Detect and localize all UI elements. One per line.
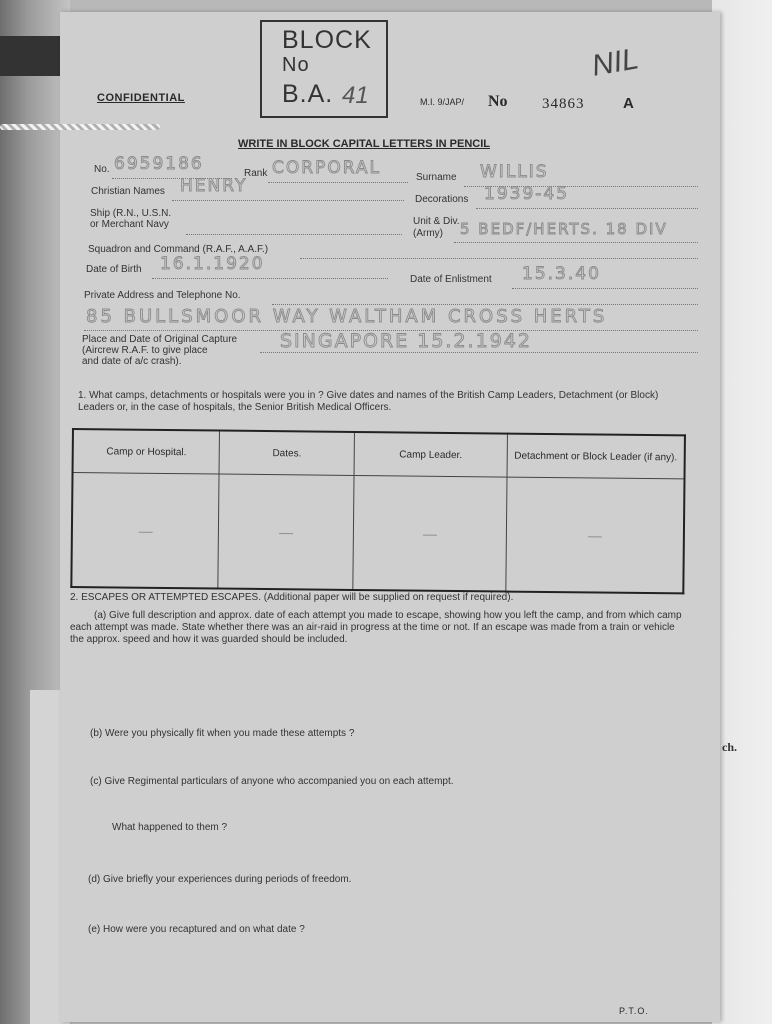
col-camp-leader: Camp Leader. (354, 432, 507, 477)
pto-label: P.T.O. (619, 1006, 649, 1016)
question-2e: (e) How were you recaptured and on what date ? (88, 924, 305, 935)
capture-label: Place and Date of Original Capture (82, 334, 238, 345)
form-reference: M.I. 9/JAP/ (420, 97, 465, 107)
unit-label: Unit & Div. (413, 216, 460, 227)
surname-value: WILLIS (480, 162, 549, 182)
ship-label: Ship (R.N., U.S.N. (90, 208, 172, 219)
rank-label: Rank (244, 168, 268, 179)
col-camp-or-hospital: Camp or Hospital. (73, 429, 220, 474)
squadron-label: Squadron and Command (R.A.F., A.A.F.) (88, 244, 269, 255)
address-value: 85 BULLSMOOR WAY WALTHAM CROSS HERTS (86, 306, 608, 327)
question-2c: (c) Give Regimental particulars of anyone who accompanied you on each attempt. (90, 776, 454, 787)
question-1: 1. What camps, detachments or hospitals were you in ? Give dates and names of the British Camp Leaders, Detachment (or Block) Leaders or, in the case of hospitals, the Senior British Medical Officers. (78, 390, 659, 413)
question-2b: (b) Were you physically fit when you made these attempts ? (90, 728, 355, 739)
cell-leader: — (353, 475, 507, 591)
capture-label-2: (Aircrew R.A.F. to give place (82, 345, 208, 356)
surname-label: Surname (416, 172, 457, 183)
no-label: No. (94, 164, 110, 175)
dob-label: Date of Birth (86, 264, 142, 275)
no-value: 6959186 (114, 154, 204, 174)
edge-text: ch. (722, 740, 737, 754)
cell-detachment: — (506, 477, 685, 593)
confidential-label: CONFIDENTIAL (97, 92, 185, 104)
enlistment-value: 15.3.40 (522, 264, 601, 284)
rank-value: CORPORAL (272, 158, 381, 178)
unit-value: 5 BEDF/HERTS. 18 DIV (460, 220, 668, 238)
cell-camp: — (71, 473, 219, 589)
table-row (71, 473, 684, 594)
decorations-value: 1939-45 (484, 184, 570, 204)
christian-names-value: HENRY (180, 176, 248, 196)
question-2c-followup: What happened to them ? (112, 822, 228, 833)
stamp-ba: B.A. (282, 80, 334, 108)
question-2d: (d) Give briefly your experiences during periods of freedom. (88, 874, 352, 885)
capture-label-3: and date of a/c crash). (82, 356, 182, 367)
stamp-handwritten-number: 41 (342, 82, 369, 109)
address-label: Private Address and Telephone No. (84, 290, 241, 301)
unit-label-2: (Army) (413, 228, 443, 239)
col-detachment-leader: Detachment or Block Leader (if any). (507, 434, 685, 479)
serial-number: 34863 (542, 96, 585, 112)
form-sheet (60, 12, 720, 1022)
ship-label-2: or Merchant Navy (90, 219, 169, 230)
decorations-label: Decorations (415, 194, 469, 205)
serial-suffix: A (623, 95, 634, 112)
binding-string (0, 124, 160, 130)
christian-names-label: Christian Names (91, 186, 165, 197)
binder-strip (0, 36, 66, 76)
enlistment-label: Date of Enlistment (410, 274, 492, 285)
stamp-block: BLOCK (282, 26, 372, 54)
col-dates: Dates. (219, 431, 354, 476)
stamp-no: No (282, 54, 310, 76)
cell-dates: — (218, 474, 354, 590)
instruction-heading: WRITE IN BLOCK CAPITAL LETTERS IN PENCIL (238, 138, 490, 150)
nil-mark: NIL (589, 42, 642, 83)
section-2-title: 2. ESCAPES OR ATTEMPTED ESCAPES. (Additional paper will be supplied on request if required). (70, 592, 514, 603)
capture-value: SINGAPORE 15.2.1942 (280, 330, 532, 352)
page-background-right (712, 0, 772, 1024)
question-2a: (a) Give full description and approx. date of each attempt you made to escape, showing how you left the camp, and from which camp each attempt was made. State whether there was an air-raid in progress at the time or not. If an escape was made from a train or vehicle the approx. speed and how it was guarded should be included. (70, 610, 682, 645)
camps-table (70, 428, 686, 594)
serial-no-label: No (488, 93, 508, 110)
dob-value: 16.1.1920 (160, 254, 265, 274)
block-stamp (260, 20, 388, 118)
